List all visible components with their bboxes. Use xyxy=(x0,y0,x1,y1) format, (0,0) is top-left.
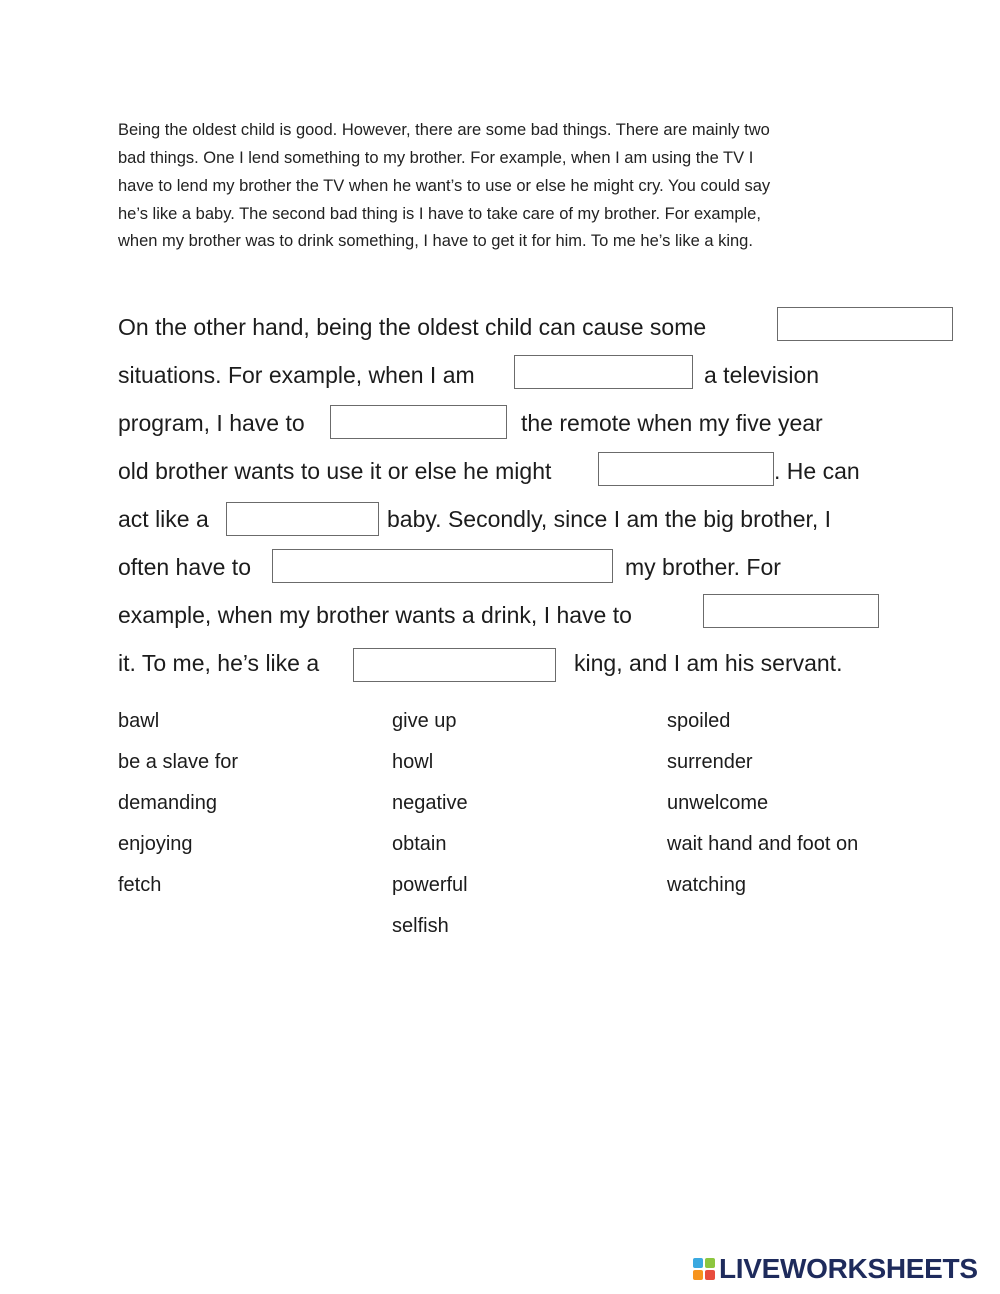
word-bank-item: obtain xyxy=(392,833,447,855)
rewrite-text: often have to xyxy=(118,554,251,580)
rewrite-text: example, when my brother wants a drink, I have to xyxy=(118,602,632,628)
rewrite-text: . He can xyxy=(774,458,860,484)
original-line: bad things. One I lend something to my brother. For example, when I am using the TV I xyxy=(118,149,754,167)
logo-text: LIVEWORKSHEETS xyxy=(719,1253,978,1284)
word-bank-item: give up xyxy=(392,710,457,732)
blank-input-3[interactable] xyxy=(330,405,507,439)
rewrite-text: program, I have to xyxy=(118,410,305,436)
blank-input-6[interactable] xyxy=(272,549,613,583)
original-line: he’s like a baby. The second bad thing is I have to take care of my brother. For example, xyxy=(118,205,761,223)
blank-input-7[interactable] xyxy=(703,594,879,628)
original-line: Being the oldest child is good. However, there are some bad things. There are mainly two xyxy=(118,121,770,139)
blank-input-4[interactable] xyxy=(598,452,774,486)
word-bank-item: be a slave for xyxy=(118,751,239,773)
blank-input-2[interactable] xyxy=(514,355,693,389)
liveworksheets-logo[interactable] xyxy=(693,1254,978,1284)
word-bank-item: fetch xyxy=(118,874,162,896)
liveworksheets-logo-icon xyxy=(693,1258,715,1280)
word-bank-item: bawl xyxy=(118,710,160,732)
rewrite-text: my brother. For xyxy=(625,554,781,580)
word-bank-item: unwelcome xyxy=(667,792,769,814)
word-bank-item: spoiled xyxy=(667,710,731,732)
original-line: have to lend my brother the TV when he want’s to use or else he might cry. You could say xyxy=(118,177,771,195)
rewrite-text: baby. Secondly, since I am the big brother, I xyxy=(387,506,832,532)
word-bank-item: demanding xyxy=(118,792,217,814)
rewrite-text: On the other hand, being the oldest child can cause some xyxy=(118,314,707,340)
blank-input-8[interactable] xyxy=(353,648,556,682)
blank-input-1[interactable] xyxy=(777,307,953,341)
word-bank-item: howl xyxy=(392,751,434,773)
word-bank-item: selfish xyxy=(392,915,449,937)
rewrite-text: situations. For example, when I am xyxy=(118,362,475,388)
rewrite-text: the remote when my five year xyxy=(521,410,823,436)
rewrite-text: it. To me, he’s like a xyxy=(118,650,320,676)
word-bank-item: negative xyxy=(392,792,468,814)
word-bank-item: wait hand and foot on xyxy=(667,833,859,855)
word-bank-item: enjoying xyxy=(118,833,193,855)
word-bank-item: powerful xyxy=(392,874,468,896)
rewrite-text: act like a xyxy=(118,506,209,532)
word-bank-item: surrender xyxy=(667,751,753,773)
rewrite-text: old brother wants to use it or else he might xyxy=(118,458,552,484)
original-line: when my brother was to drink something, I have to get it for him. To me he’s like a king. xyxy=(118,232,753,250)
rewrite-text: a television xyxy=(704,362,820,388)
rewrite-text: king, and I am his servant. xyxy=(574,650,843,676)
word-bank-item: watching xyxy=(667,874,746,896)
blank-input-5[interactable] xyxy=(226,502,379,536)
